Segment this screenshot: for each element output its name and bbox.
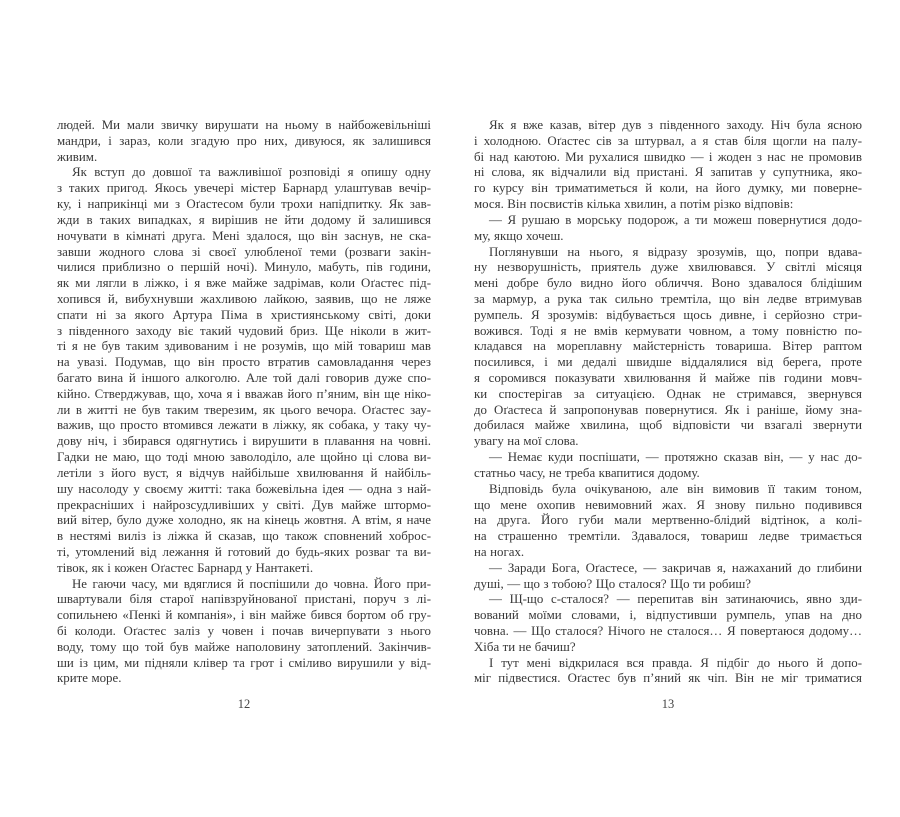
text-line: прекрасніших і найрозсудливіших у світі. Дув майже штормо-	[57, 497, 431, 512]
text-line: на друга. Його губи мали мертвенно-блідий відтінок, а колі-	[474, 513, 862, 528]
text-line: важив, що просто втомився лежати в ліжку, як собака, у таку чу-	[57, 418, 431, 433]
text-line: румпель. Я зрозумів: відбувається щось дивне, і серйозно стри-	[474, 307, 862, 322]
text-line: міг підвестися. Оґастес був п’яний як чіп. Він не міг триматися	[474, 671, 862, 686]
page-right	[474, 118, 862, 711]
text-line: вований моїми словами, і, відпустивши румпель, упав на дно	[474, 608, 862, 623]
text-line: ли в житті не був таким тверезим, як цього вечора. Оґастес зау-	[57, 402, 431, 417]
text-line: на страшенно тремтіли. Здавалося, товариш ледве тримається	[474, 529, 862, 544]
text-line: жди в таких випадках, я вирішив не йти додому й залишився	[57, 212, 431, 227]
text-line: воду, тому що той був майже наполовину затоплений. Закінчив-	[57, 639, 431, 654]
text-line: Поглянувши на нього, я відразу зрозумів, що, попри вдава-	[489, 244, 862, 259]
text-line: і холодною. Оґастес сів за штурвал, а я став біля щогли на палу-	[474, 133, 862, 148]
text-line: посилився, і ми дедалі швидше віддалялися від берега, проте	[474, 355, 862, 370]
text-line: ні слова, як відчалили від пристані. Я запитав у супутника, яко-	[474, 165, 862, 180]
text-line: з таких пригод. Якось увечері містер Барнард улаштував вечір-	[57, 181, 431, 196]
page-left-number: 12	[237, 697, 251, 711]
text-line: добилася майже хвилина, щоб відповісти чи взагалі звернути	[474, 418, 862, 433]
text-line: — Немає куди поспішати, — протяжно сказав він, — у нас до-	[489, 450, 862, 465]
text-line: Не гаючи часу, ми вдяглися й поспішили до човна. Його при-	[72, 576, 431, 591]
text-line: ку, і наприкінці ми з Оґастесом були трохи напідпитку. Як зав-	[57, 197, 431, 212]
text-line: швартували біля старої напівзруйнованої пристані, поруч з лі-	[57, 592, 431, 607]
text-line: мося. Він посвистів кілька хвилин, а потім різко відповів:	[474, 197, 794, 212]
text-line: крите море.	[57, 671, 122, 686]
text-line: людей. Ми мали звичку вирушати на ньому в найбожевільніші	[57, 118, 431, 132]
text-line: хопився й, вибухнувши жахливою лайкою, заявив, що не ляже	[57, 291, 431, 306]
text-line: завши жодного слова зі своєї улюбленої теми (розваги закін-	[57, 244, 431, 259]
text-line: ну незворушність, приятель дуже хвилювався. У світлі місяця	[474, 260, 862, 275]
text-line: тівок, як і кожен Оґастес Барнард у Нантакеті.	[57, 560, 314, 575]
text-line: ночувати в кімнаті друга. Мені здалося, що він заснув, не ска-	[57, 228, 431, 243]
text-line: вожився. Тоді я не вмів кермувати човном, а тому повністю по-	[474, 323, 862, 338]
text-line: кладався на мореплавну майстерність товариша. Вітер раптом	[474, 339, 862, 354]
text-line: в нестямі виліз із ліжка й сказав, що також сповнений хоброс-	[57, 529, 431, 544]
text-line: мені добре було видно його обличчя. Воно здавалося блідішим	[474, 276, 862, 291]
text-line: за мармур, а рука так сильно тремтіла, що він ледве втримував	[474, 291, 862, 306]
page-right-number: 13	[661, 697, 675, 711]
text-line: — Я рушаю в морську подорож, а ти можеш повернутися додо-	[489, 212, 862, 227]
text-line: вий вітер, було дуже холодно, як на кінець жовтня. А втім, я наче	[57, 513, 431, 528]
text-line: на ногах.	[474, 544, 525, 559]
text-line: ши із цим, ми підняли клівер та грот і сміливо вирушили у від-	[57, 655, 431, 670]
text-line: увагу на мої слова.	[474, 434, 579, 449]
text-line: бі над каютою. Ми рухалися швидко — і жоден з нас не промовив	[474, 149, 862, 164]
text-line: душі, — що з тобою? Що сталося? Що ти робиш?	[474, 576, 752, 591]
text-line: дову ніч, і збирався одягнутись і вирушити в плавання на човні.	[57, 434, 431, 449]
text-line: ки спостерігав за ситуацією. Однак не стримався, звернувся	[474, 386, 862, 401]
text-line: го курсу він триматиметься й коли, на його думку, ми поверне-	[474, 181, 862, 196]
text-line: Відповідь була очікуваною, але він вимовив її таким тоном,	[489, 481, 862, 496]
text-line: чилися приблизно о першій ночі). Минуло, мабуть, пів години,	[57, 260, 431, 275]
text-line: ті я не був таким здивованим і не розумів, що мій товариш мав	[57, 339, 431, 354]
text-line: до Оґастеса й запропонував повернутися. Як і раніше, йому зна-	[474, 402, 862, 417]
text-line: кійно. Стверджував, що, хоча я і вважав його п’яним, він ще ніко-	[57, 386, 431, 401]
text-line: шу насолоду у своєму житті: така божевільна ідея — одна з най-	[57, 481, 431, 496]
text-line: статньо часу, не треба квапитися додому.	[474, 465, 700, 480]
text-line: му, якщо хочеш.	[474, 228, 564, 243]
page-left-text	[57, 118, 431, 687]
text-line: Як вступ до довшої та важливішої розповіді я опишу одну	[72, 165, 431, 180]
page-right-text	[474, 118, 862, 687]
text-line: багато вина й іншого алкоголю. Але той далі говорив дуже спо-	[57, 371, 431, 385]
text-line: Гадки не маю, що тоді мною заволоділо, але щойно ці слова ви-	[57, 450, 431, 465]
text-line: ті, утомлений від лежання й готовий до будь-яких розваг та ви-	[57, 544, 431, 559]
text-line: Хіба ти не бачиш?	[474, 639, 576, 654]
text-line: — Заради Бога, Оґастесе, — закричав я, нажаханий до глибини	[489, 560, 862, 575]
page-left	[57, 118, 431, 711]
text-line: я соромився показувати хвилювання й майже пів години мовч-	[474, 371, 862, 385]
text-line: сопильнею «Пенкі й компанія», і він майже бився бортом об гру-	[57, 608, 431, 623]
text-line: — Щ-що с-сталося? — перепитав він затинаючись, явно зди-	[489, 592, 862, 607]
text-line: як ми лягли в ліжко, і я вже майже задрімав, коли Оґастес під-	[57, 276, 431, 291]
text-line: Як я вже казав, вітер дув з південного заходу. Ніч була ясною	[489, 118, 862, 132]
text-line: мандри, і зараз, коли згадую про них, дивуюся, як залишився	[57, 133, 431, 148]
text-line: живим.	[57, 149, 98, 164]
text-line: на увазі. Подумав, що він просто втратив самовладання через	[57, 355, 431, 370]
text-line: човна. — Що сталося? Нічого не сталося… Я повертаюся додому…	[474, 624, 862, 638]
text-line: з південного заходу віє такий чудовий бриз. Ще ніколи в жит-	[57, 323, 431, 338]
text-line: спати ні за якого Артура Піма в християнському світі, доки	[57, 307, 431, 322]
text-line: І тут мені відкрилася вся правда. Я підбіг до нього й допо-	[489, 655, 862, 670]
text-line: що мене охопив невимовний жах. Я знову пильно подивився	[474, 497, 862, 512]
text-line: летіли з його вуст, я відчув найбільше хвилювання й найбіль-	[57, 465, 431, 480]
text-line: бі колоди. Оґастес заліз у човен і почав вичерпувати з нього	[57, 624, 431, 638]
